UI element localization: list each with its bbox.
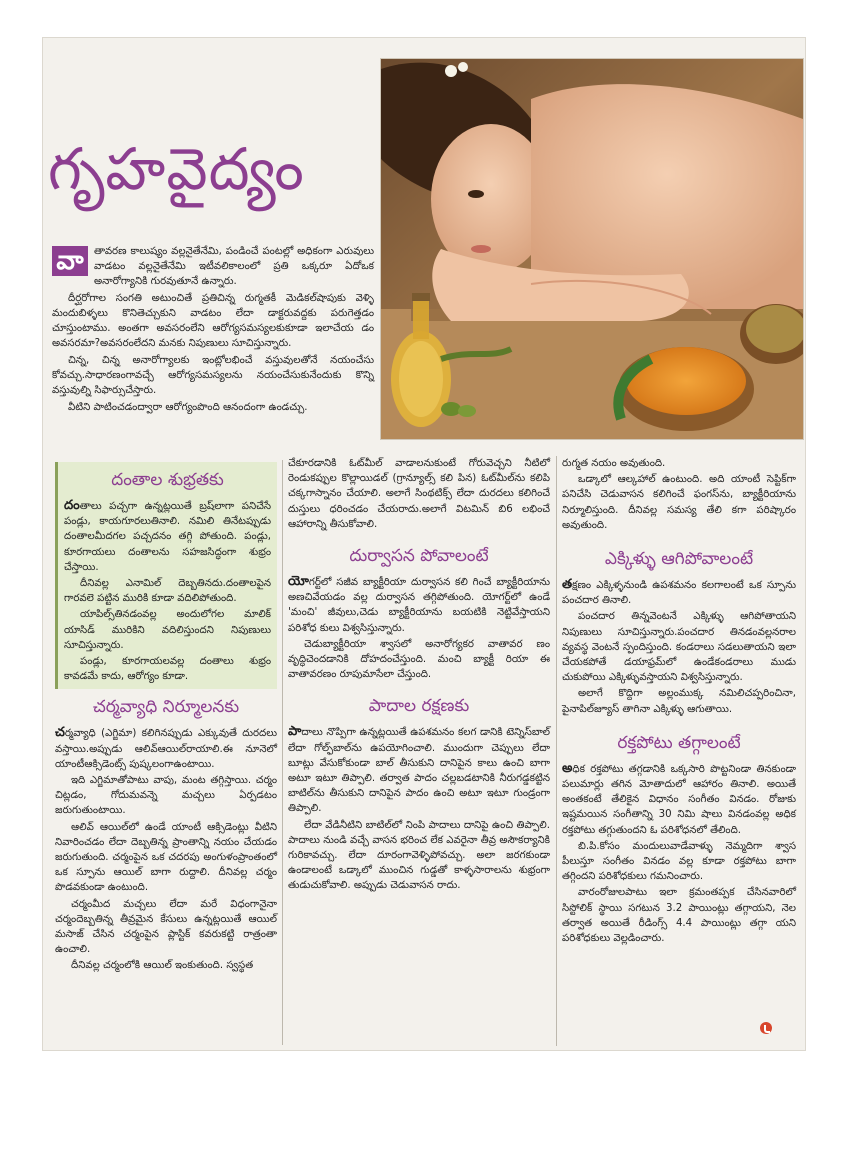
- paragraph: ఇది ఎగ్జిమాతోపాటు వాపు, మంట తగ్గిస్తాయి. చర్మం చిట్లడం, గోదుమవన్నె మచ్చలు ఏర్పడటం జరుగుతుంటాయి.: [55, 775, 277, 817]
- paragraph: వారంరోజులపాటు ఇలా క్రమంతప్పక చేసినవారిలో సిస్టోలిక్ స్థాయి సగటున 3.2 పాయింట్లు తగ్గాయని, నెల తర్వాత అయితే రీడింగ్స్ 4.4 పాయింట్లు తగ్గా యని పరిశోధకులు వెల్లడించారు.: [562, 887, 796, 945]
- paragraph: తక్షణం ఎక్కిళ్ళనుండి ఉపశమనం కలగాలంటే ఒక స్పూను పంచదార తినాలి.: [562, 577, 796, 607]
- section-heading: దంతాల శుభ్రతకు: [111, 470, 224, 490]
- paragraph: రుగ్మత నయం అవుతుంది.: [562, 458, 666, 469]
- paragraph: చర్మవ్యాధి (ఎగ్జిమా) కలిగినప్పుడు ఎక్కువుతే దురదలు వస్తాయి.అప్పుడు ఆలివ్‌ఆయిల్‌రాయాలి.ఈ నూనెలో యాంటీఆక్సిడెంట్స్ పుష్కలంగాఉంటాయి.: [55, 725, 277, 770]
- teeth-section: [55, 462, 277, 689]
- paragraph: లేదా వేడినీటిని బాటిల్‌లో నింపి పాదాలు దానిపై ఉంచి తిప్పాలి. పాదాలు నుండి వచ్చే వాసన భరించ లేక ఎవరైనా తీవ్ర అసౌకర్యానికి గురికావచ్చు. లేదా దూరంగావెళ్ళిపోవచ్చు. అలా జరగకుండా ఉండాలంటే ఒడ్కాలో ముంచిన గుడ్డతో కాళ్ళసారాలను శుభ్రంగా తుడుచుకోవాలి. అప్పుడు చెడువాసన రాదు.: [288, 819, 550, 892]
- paragraph: బి.పి.కోసం మందులువాడేవాళ్ళు నెమ్మదిగా శ్వాస పీలుస్తూ సంగీతం వినడం వల్ల కూడా రక్తపోటు బాగా తగ్గిందని పరిశోధకులు గమనించారు.: [562, 840, 796, 883]
- column-1: [55, 462, 277, 975]
- column-2: [288, 456, 550, 895]
- column-3: [562, 456, 796, 947]
- spa-woman-photo: [380, 58, 804, 440]
- paragraph: ఒడ్కాలో ఆల్కహాల్ ఉంటుంది. అది యాంటీ సెప్టిక్‌గా పనిచేసి చెడువాసన కలిగించే ఫంగస్‌ను, బ్యాక్టీరియాను నిర్మూలిస్తుంది. దీనివల్ల సమస్య తేలి కగా పరిష్కారం అవుతుంది.: [562, 474, 796, 531]
- intro-paragraph: వా తావరణ కాలుష్యం వల్లనైతేనేమి, పండించే పంటల్లో అధికంగా ఎరువులు వాడటం వల్లనైతేనేమి ఇటీవలికాలంలో ప్రతి ఒక్కరూ ఏదోఒక అనారోగ్యానికి గురవుతూనే ఉన్నారు.: [52, 244, 374, 289]
- paragraph: చెడుబ్యాక్టీరియా శ్వాసలో అనారోగ్యకర వాతావర ణం వృద్ధిచెందడానికి దోహదంచేస్తుంది. మంచి బ్యాక్టీ రియా ఈ వాతావరణం రూపుమాసేలా చేస్తుంది.: [288, 638, 550, 681]
- page-title: గృహవైద్యం: [48, 135, 305, 203]
- paragraph: ఆలివ్ ఆయిల్‌లో ఉండే యాంటీ ఆక్సిడెంట్లు వీటిని నివారించడం లేదా దెబ్బతిన్న ప్రాంతాన్ని నయం చేయడం జరుగుతుంది. చర్మంపైన ఒక చదరపు అంగుళంప్రాంతంలో ఒక స్పూను ఆయిల్ బాగా రుద్దాలి. దీనివల్ల చర్మం పొడవకుండా ఉంటుంది.: [55, 821, 277, 894]
- paragraph: దీనివల్ల ఎనామిల్ దెబ్బతినదు.దంతాలపైన గారవలె పట్టిన మురికి కూడా వదిలిపోతుంది.: [64, 578, 271, 605]
- intro-paragraph: చిన్న, చిన్న అనారోగ్యాలకు ఇంట్లోలభించే వస్తువులతోనే నయంచేసు కోవచ్చు.సాధారణంగావచ్చే ఆరోగ్యసమస్యలను నయంచేసుకునేందుకు కొన్ని వస్తువుల్ని సిఫార్సుచేస్తారు.: [52, 355, 374, 396]
- paragraph: పాదాలు నొప్పిగా ఉన్నట్లయితే ఉపశమనం కలగ డానికి టెన్నిస్‌బాల్ లేదా గోల్ఫ్‌బాల్‌ను ఉపయోగించాలి. ముందుగా చెప్పులు లేదా బూట్లు వేసుకోకుండా బాల్ తీసుకుని దానిపైన కాలు ఉంచి బాగా అటూ ఇటూ తిప్పాలి. తర్వాత పాదం చల్లబడటానికి నీరుగడ్డకట్టిన బాటిల్‌ను తీసుకుని దానిపైన పాదం ఉంచి అటూ ఇటూ గుండ్రంగా తిప్పాలి.: [288, 724, 550, 815]
- paragraph: పండ్లు, కూరగాయలవల్ల దంతాలు శుభ్రం కావడమే కాదు, ఆరోగ్యం కూడా.: [64, 656, 271, 683]
- paragraph: యోగర్ట్‌లో సజీవ బ్యాక్టీరియా దుర్వాసన కలి గించే బ్యాక్టీరియాను అణచివేయడం వల్ల దుర్వాసన తగ్గిపోతుంది. యోగర్ట్‌లో ఉండే 'మంచి' జీవులు,చెడు బ్యాక్టీరియాను బయటికి నెట్టివేస్తాయని పరిశోధ కులు విశ్వసిస్తున్నారు.: [288, 574, 550, 634]
- publication-logo-icon: [760, 1022, 772, 1034]
- intro-section: [52, 244, 374, 417]
- intro-paragraph: వీటిని పాటించడంద్వారా ఆరోగ్యంపొంది ఆనందంగా ఉండచ్చు.: [68, 402, 308, 413]
- column-divider: [282, 460, 283, 1045]
- section-heading: పాదాల రక్షణకు: [368, 696, 470, 717]
- paragraph: చర్మంమీద మచ్చలు లేదా మరే విధంగానైనా చర్మందెబ్బతిన్న తీవ్రమైన కేసులు ఉన్నట్లయితే ఆయిల్ మసాజ్ చేసిన చర్మంపైన ప్లాస్టిక్ కవరుకట్టి రాత్రంతా ఉంచాలి.: [55, 898, 277, 956]
- paragraph: చేకూరడానికి ఓట్‌మీల్ వాడాలనుకుంటే గోరువెచ్చని నీటిలో రెండుకప్పుల కొల్లాయిడల్ (గ్రాన్యూల్స్ కలి పిన) ఓట్‌మీల్‌ను కలిపి చక్కగాస్నానం చేయాలి. అలాగే సింథటిక్స్ లేదా దురదలు కలిగించే దుస్తులు ధరించడం చేయరాదు.అలాగే విటమిన్ బి6 లభించే ఆహారాన్ని తీసుకోవాలి.: [288, 458, 550, 530]
- section-heading: దుర్వాసన పోవాలంటే: [349, 546, 489, 567]
- paragraph: అలాగే కొద్దిగా అల్లంముక్క నమిలిచప్పరించినా, పైనాపిల్‌జ్యూస్ తాగినా ఎక్కిళ్ళు ఆగుతాయి.: [562, 688, 796, 715]
- section-heading: చర్మవ్యాధి నిర్మూలనకు: [92, 697, 240, 718]
- dropcap: వా: [52, 246, 88, 276]
- intro-paragraph: దీర్ఘరోగాల సంగతి అటుంచితే ప్రతిచిన్న రుగ్మతకీ మెడికల్‌షాపుకు వెళ్ళి మందుబిళ్ళలు కొనితెచ్చుకుని వాడటం లేదా డాక్టరువద్దకు పరుగెత్తడం చూస్తుంటాము. అంతగా అవసరంలేని ఆరోగ్యసమస్యలకుకూడా ఇలాచేయ డం అవసరమా?అవసరంలేదని మనకు నిపుణులు సూచిస్తున్నారు.: [52, 293, 374, 349]
- paragraph: పంచదార తిన్నవెంటనే ఎక్కిళ్ళు ఆగిపోతాయని నిపుణులు సూచిస్తున్నారు.పంచదార తినడంవల్లనరాల వ్యవస్థ వెంటనే స్పందిస్తుంది. కండరాలు సడలుతాయని ఇలా చేయకపోతే డయాఫ్రమ్‌లో ఉండేకండరాలు ముడు చుకుపోయి ఎక్కిళ్ళువస్తాయని విశ్వసిస్తున్నారు.: [562, 611, 796, 684]
- paragraph: దంతాలు పచ్చగా ఉన్నట్లయితే బ్రష్‌లాగా పనిచేసే పండ్లు, కాయగూరలుతినాలి. నమిలి తినేటప్పుడు దంతాలమీదగల పచ్చదనం తగ్గి పోతుంది. పండ్లు, కూరగాయలు దంతాలను సహజసిద్ధంగా శుభ్రం చేస్తాయి.: [64, 498, 271, 573]
- column-divider: [556, 456, 557, 1046]
- section-heading: రక్తపోటు తగ్గాలంటే: [617, 732, 741, 753]
- section-heading: ఎక్కిళ్ళు ఆగిపోవాలంటే: [604, 549, 754, 570]
- paragraph: దీనివల్ల చర్మంలోకి ఆయిల్ ఇంకుతుంది. స్వస్థత: [71, 960, 254, 972]
- paragraph: యాపిల్స్‌తినడంవల్ల అందులోగల మాలిక్ యాసిడ్ మురికిని వదిలిస్తుందని నిపుణులు సూచిస్తున్నారు.: [64, 609, 271, 651]
- paragraph: అధిక రక్తపోటు తగ్గడానికి ఒక్కసారి పొట్టనిండా తినకుండా పలుమార్లు తగిన మోతాదులో ఆహారం తినాలి. అయితే అంతకంటే తేలికైన విధానం సంగీతం వినడం. రోజుకు ఇష్టమయిన సంగీతాన్ని 30 నిమి షాలు వినడంవల్ల అధిక రక్తపోటు తగ్గుతుందని ఓ పరిశోధనలో తేలింది.: [562, 760, 796, 836]
